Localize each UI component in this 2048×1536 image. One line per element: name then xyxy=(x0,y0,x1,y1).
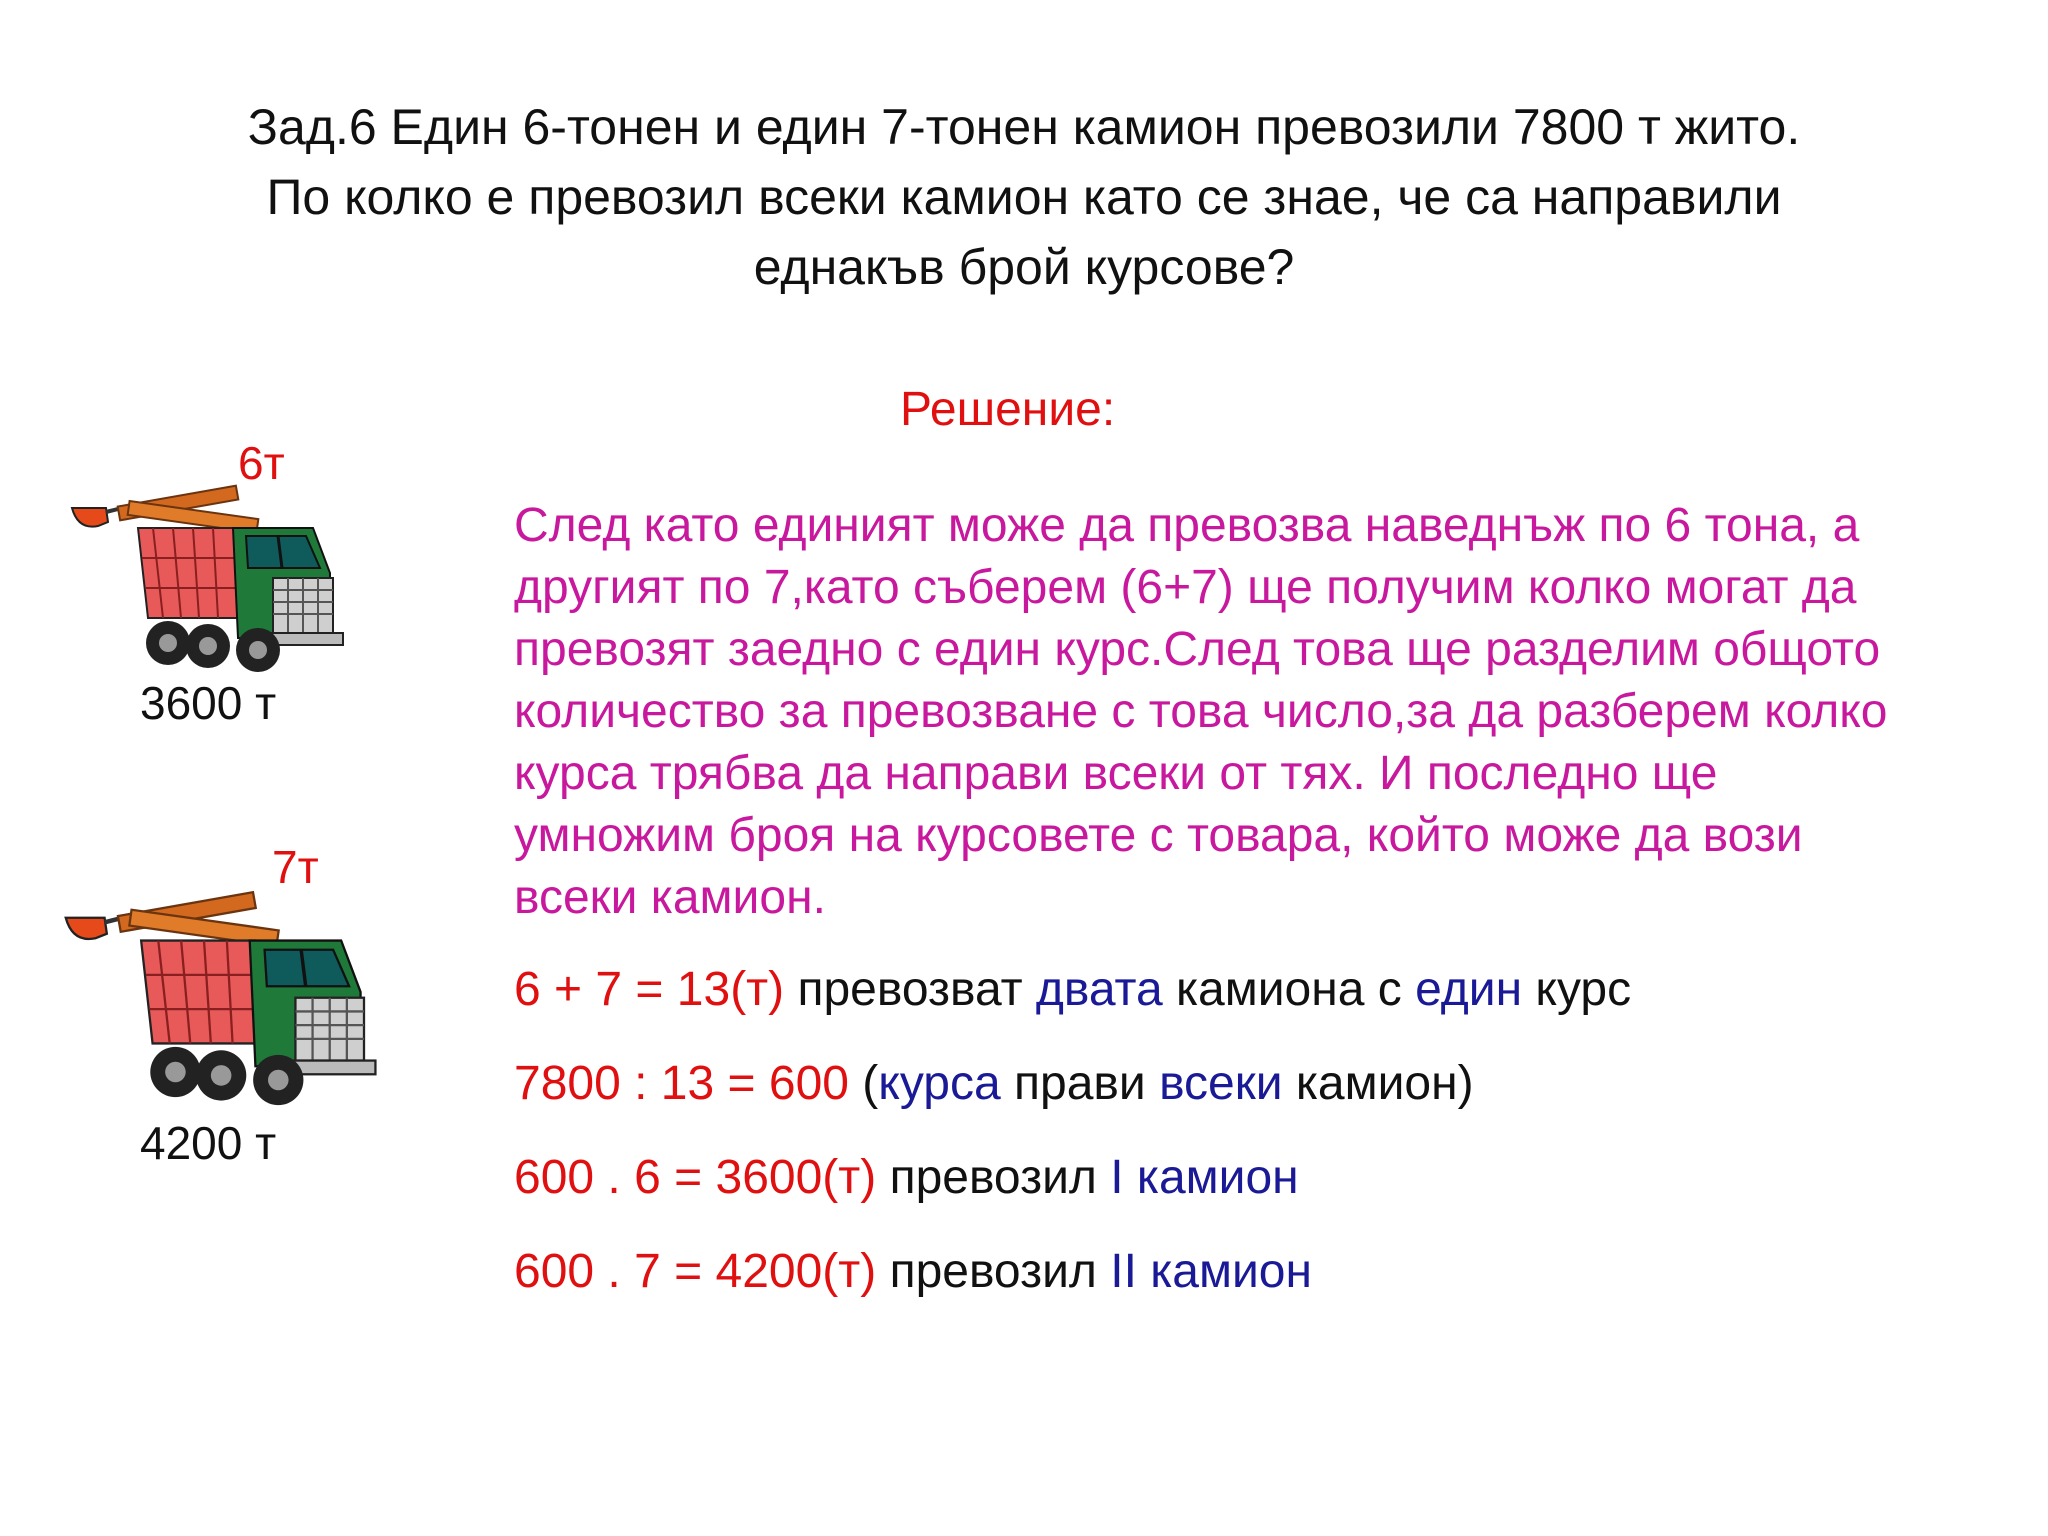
calc-highlight: един xyxy=(1415,963,1523,1016)
calc-expression: 600 . 6 = 3600(т) xyxy=(514,1151,877,1204)
truck-2-capacity: 7т xyxy=(272,841,319,893)
problem-line-1: Зад.6 Един 6-тонен и един 7-тонен камион превозили 7800 т жито. xyxy=(247,99,1801,155)
calc-text: прави xyxy=(1000,1057,1160,1110)
calculation-line-1 xyxy=(514,962,1631,1017)
calc-highlight: курса xyxy=(878,1057,1001,1110)
calc-text: камиона с xyxy=(1162,963,1416,1016)
calc-text: превозил xyxy=(876,1151,1111,1204)
problem-line-2: По колко е превозил всеки камион като се знае, че са направили xyxy=(266,169,1782,225)
explanation-line: всеки камион. xyxy=(514,871,826,924)
calc-highlight: I камион xyxy=(1110,1151,1299,1204)
explanation-paragraph xyxy=(514,495,2024,929)
calculation-line-2 xyxy=(514,1056,1474,1111)
explanation-line: другият по 7,като съберем (6+7) ще получим колко могат да xyxy=(514,561,1857,614)
solution-heading: Решение: xyxy=(900,383,1116,436)
explanation-line: количество за превозване с това число,за да разберем колко xyxy=(514,685,1888,738)
dump-truck-icon xyxy=(54,872,434,1112)
calc-expression: 6 + 7 = 13(т) xyxy=(514,963,785,1016)
calculation-line-3 xyxy=(514,1150,1299,1205)
calc-text: ( xyxy=(848,1057,879,1110)
calc-expression: 600 . 7 = 4200(т) xyxy=(514,1245,877,1298)
calc-text: превозват xyxy=(784,963,1036,1016)
truck-1-capacity: 6т xyxy=(238,437,285,489)
truck-1-result: 3600 т xyxy=(140,677,277,729)
calc-highlight: II камион xyxy=(1110,1245,1313,1298)
calc-highlight: двата xyxy=(1035,963,1163,1016)
calc-highlight: всеки xyxy=(1159,1057,1283,1110)
calculation-line-4 xyxy=(514,1244,1312,1299)
truck-1-picture xyxy=(68,468,388,678)
calc-text: курс xyxy=(1522,963,1632,1016)
problem-statement xyxy=(0,92,2048,302)
explanation-line: курса трябва да направи всеки от тях. И последно ще xyxy=(514,747,1718,800)
explanation-line: След като единият може да превозва наведнъж по 6 тона, а xyxy=(514,499,1860,552)
calc-expression: 7800 : 13 = 600 xyxy=(514,1057,849,1110)
truck-2-result: 4200 т xyxy=(140,1117,277,1169)
calc-text: камион) xyxy=(1282,1057,1474,1110)
explanation-line: превозят заедно с един курс.След това ще разделим общото xyxy=(514,623,1881,676)
problem-line-3: еднакъв брой курсове? xyxy=(753,239,1295,295)
dump-truck-icon xyxy=(68,468,388,678)
explanation-line: умножим броя на курсовете с товара, който може да вози xyxy=(514,809,1803,862)
truck-2-picture xyxy=(54,872,434,1112)
calc-text: превозил xyxy=(876,1245,1111,1298)
